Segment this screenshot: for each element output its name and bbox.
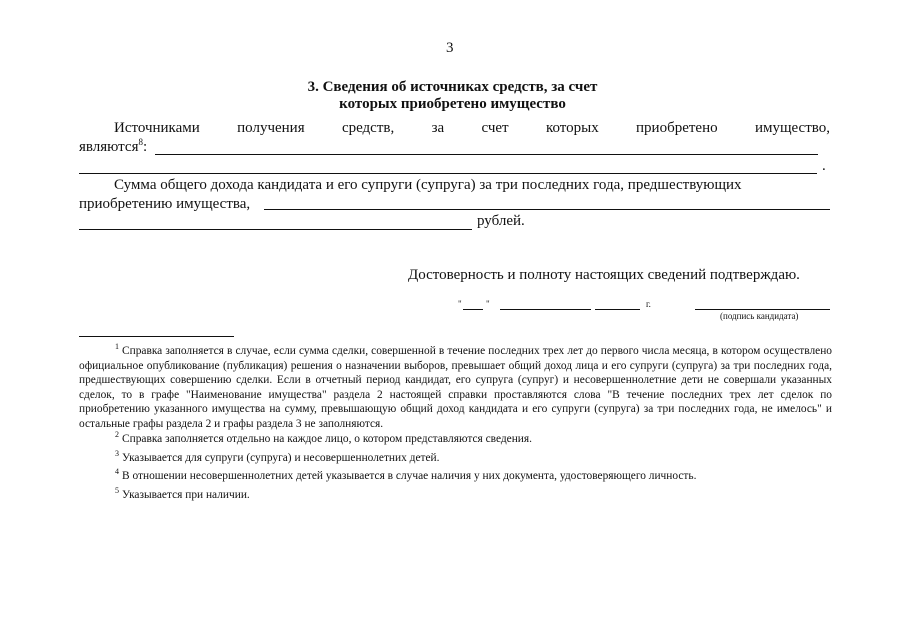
signature-caption: (подпись кандидата) — [720, 311, 799, 321]
footnote-3 — [115, 448, 832, 466]
sources-label-text: являются — [79, 139, 139, 155]
section-title-line1: 3. Сведения об источниках средств, за счет — [307, 79, 598, 95]
footnote-number: 2 — [115, 430, 119, 439]
income-fill-line-1[interactable] — [264, 209, 830, 210]
footnote-4 — [115, 469, 832, 484]
footnote-text: Справка заполняется отдельно на каждое лицо, о котором представляются сведения. — [122, 433, 532, 445]
sources-word: за — [431, 120, 445, 136]
currency-label: рублей. — [477, 213, 525, 229]
footnote-number: 4 — [115, 467, 119, 476]
sources-word: имущество, — [754, 120, 830, 136]
footnote-text: В отношении несовершеннолетних детей указывается в случае наличия у них документа, удостоверяющего личность. — [122, 470, 697, 482]
sources-label: являются$^8$: — [79, 137, 148, 155]
income-paragraph-line1: Сумма общего дохода кандидата и его супруги (супруга) за три последних года, предшествующих — [114, 177, 742, 193]
footnote-1 — [79, 344, 832, 431]
date-month-field[interactable] — [500, 309, 591, 310]
footnote-2 — [115, 432, 832, 447]
sources-fill-line-2[interactable] — [79, 173, 817, 174]
footnote-text: Указывается при наличии. — [122, 488, 250, 501]
footnotes — [79, 344, 832, 502]
sources-word: средств, — [341, 120, 395, 136]
date-day-field[interactable] — [463, 309, 483, 310]
section-title-line2: которых приобретено имущество — [339, 96, 566, 112]
footnote-text: Справка заполняется в случае, если сумма сделки, совершенной в течение последних трех лет до первого числа месяца, в котором осуществлено официальное опубликование (публикация) решения о назначении выборов, превышает общий доход лица и его супруги (супруга) за три последних года, предшествующих совершению сделки. Если в отчетный период кандидат, его супруга (супруг) и несовершеннолетние дети не совершали указанных сделок, то в графе "Наименование имущества" раздела 2 настоящей справки проставляются слова "В течение последних трех лет сделок по приобретению указанного имущества на сумму, превышающую общий доход кандидата и его супруги (супруга) за три последних года, не имелось" и остальные графы раздела 2 и графы раздела 3 не заполняются. — [79, 345, 832, 430]
footnote-number: 3 — [115, 448, 119, 458]
page-number: 3 — [446, 40, 454, 56]
sources-word: Источниками — [114, 120, 200, 136]
signature-field[interactable] — [695, 309, 830, 310]
footnote-number: 1 — [115, 342, 119, 351]
sources-word: приобретено — [636, 120, 718, 136]
date-year-field[interactable] — [595, 309, 640, 310]
certification-text: Достоверность и полноту настоящих сведений подтверждаю. — [408, 267, 800, 283]
date-quote-open: " — [458, 299, 462, 309]
sources-word: получения — [237, 120, 305, 136]
sources-word: которых — [545, 120, 599, 136]
date-year-suffix: г. — [646, 299, 651, 309]
sources-word: счет — [481, 120, 509, 136]
sources-fill-line-1[interactable] — [155, 154, 818, 155]
footnote-5 — [115, 485, 832, 503]
footnote-text: Указывается для супруги (супруга) и несовершеннолетних детей. — [122, 451, 440, 464]
footnote-number: 5 — [115, 485, 119, 495]
footnote-ref: 8 — [138, 137, 143, 147]
income-paragraph-line2: приобретению имущества, — [79, 196, 251, 212]
date-quote-close: " — [486, 299, 490, 309]
footnote-separator — [79, 336, 234, 337]
income-fill-line-2[interactable] — [79, 229, 472, 230]
sources-period: . — [822, 158, 826, 174]
sources-paragraph-line1 — [79, 120, 830, 137]
